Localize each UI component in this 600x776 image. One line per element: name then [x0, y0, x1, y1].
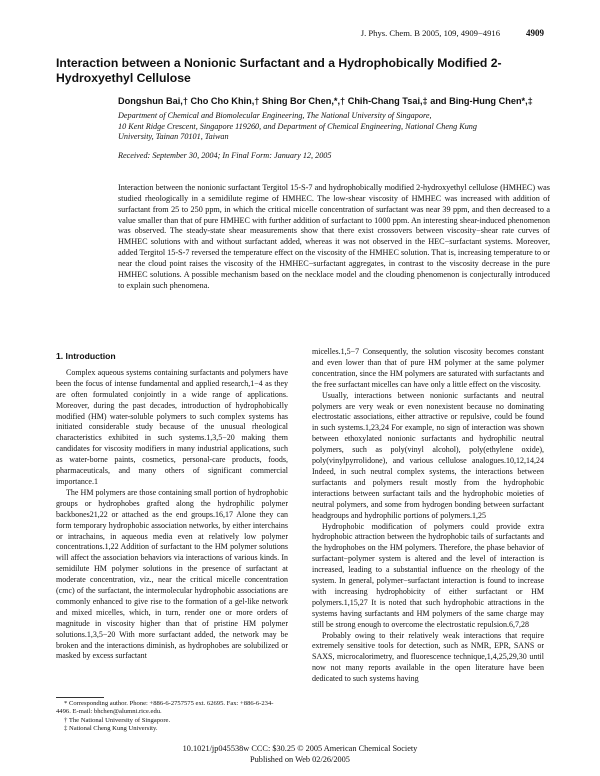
- doi-line: 10.1021/jp045538w CCC: $30.25 © 2005 American Chemical Society: [182, 744, 418, 753]
- publication-date: Published on Web 02/26/2005: [250, 754, 350, 764]
- footnote-affiliation: † The National University of Singapore.: [64, 716, 171, 724]
- paragraph: Complex aqueous systems containing surfactants and polymers have been the focus of intense fundamental and applied research,1−4 as they are often formulated conjointly in a wide range of applications. Moreover, during the past decades, introduction of hydrophobically modified (HM) water-soluble polymers to such complex systems has initiated considerable study because of the unusual rheological characteristics exhibited in such systems.1,3,5−20 making them candidates for viscosity modifiers in many industrial applications, such as water-borne paints, cosmetics, personal-care products, foods, pharmaceuticals, and many others of significant commercial importance.1: [56, 367, 288, 486]
- left-column: [56, 351, 288, 662]
- footnote-divider: [56, 697, 104, 698]
- paragraph: Usually, interactions between nonionic surfactants and neutral polymers are very weak or even nonexistent because no dominating electrostatic associations, either attractive or repulsive, could be found in such systems.1,23,24 For example, no sign of interaction was shown between ethoxylated nonionic surfactants and hydrophilic neutral polymers, such as poly(vinyl alcohol), poly(ethylene oxide), poly(vinylpyrrolidone), and various cellulose analogues.10,12,14,24 Indeed, in such neutral complex systems, the interactions between surfactants and polymers result mostly from the hydrophobic interactions between surfactant tails and the hydrophobic moieties of neutral polymers, and some from hydrogen bonding between surfactant headgroups and hydrophilic portions of polymers.1,25: [312, 390, 544, 520]
- footnote-corresponding-author: * Corresponding author. Phone: +886-6-2757575 ext. 62695. Fax: +886-6-234-4496. E-mail: bhchen@alumni.rice.edu.: [56, 700, 274, 716]
- affiliation-line: Department of Chemical and Biomolecular Engineering, The National University of Singapore,: [118, 111, 432, 120]
- paragraph: Hydrophobic modification of polymers could provide extra hydrophobic attraction between the hydrophobic tails of surfactants and the hydrophobes on the HM polymers. Therefore, the phase behavior of surfactant−polymer system is altered and the level of interaction is increased, leading to a substantial influence on the rheology of the system. In general, polymer−surfactant interaction is found to increase with increasing hydrophobicity of either surfactant or HM polymers.1,15,27 It is noted that such hydrophobic attractions in the systems having surfactants and HM polymers of the same charge may still be strong enough to overcome the electrostatic repulsion.6,7,28: [312, 521, 544, 629]
- section-heading: 1. Introduction: [56, 351, 116, 361]
- affiliation-line: 10 Kent Ridge Crescent, Singapore 119260, and Department of Chemical Engineering, National Cheng Kung: [118, 121, 477, 131]
- abstract: Interaction between the nonionic surfactant Tergitol 15-S-7 and hydrophobically modified 2-hydroxyethyl cellulose (HMHEC) was studied rheologically in a semidilute regime of HMHEC. The low-shear viscosity of HMHEC was increased with addition of surfactant from 25 to 250 ppm, in which the critical micelle concentration of surfactant was near 39 ppm, and then decreased to a value smaller than that of pure HMHEC with further addition of surfactant to 1000 ppm. An interesting shear-induced phenomenon was observed. The steady-state shear measurements show that there exist crossovers between viscosity−shear rate curves of HMHEC solutions with and without surfactant added, whereas it was not observed in the HEC−surfactant systems. Moreover, added Tergitol 15-S-7 reversed the temperature effect on the viscosity of the HMHEC solution. That is, increasing temperature to or near the cloud point raises the viscosity of the HMHEC−surfactant aggregates, in contrast to the viscosity decrease in the pure HMHEC solutions. A possible mechanism based on the necklace model and the clouding phenomenon is conjecturally introduced to explain such phenomena.: [118, 183, 550, 290]
- running-head: [56, 28, 544, 40]
- article-title: Interaction between a Nonionic Surfactant and a Hydrophobically Modified 2-Hydroxyethyl Cellulose: [56, 56, 502, 85]
- right-column: [312, 347, 544, 685]
- journal-citation: J. Phys. Chem. B 2005, 109, 4909−4916: [360, 28, 500, 38]
- paragraph: The HM polymers are those containing small portion of hydrophobic groups or hydrophobes grafted along the hydrophilic polymer backbones21,22 or attached as the end groups.16,17 Alone they can form temporary hydrophobic association networks, by either interchains or intrachains, in aqueous media even at relatively low polymer concentrations.1,22 Addition of surfactant to the HM polymer solutions will affect the association behaviors via interactions of various kinds. In semidilute HM polymer solutions in the presence of surfactant at moderate concentration, viz., near the critical micelle concentration (cmc) of the surfactant, the intermolecular hydrophobic associations are commonly enhanced to give rise to the formation of a gel-like network and mixed micelles, which, in turn, render one or more orders of magnitude in viscosity higher than that of pristine HM polymer solutions.1,3,5−20 With more surfactant added, the network may be broken and the interactions diminish, as hydrophobes are solubilized or masked by excess surfactant: [56, 487, 288, 661]
- author-list: Dongshun Bai,† Cho Cho Khin,† Shing Bor Chen,*,† Chih-Chang Tsai,‡ and Bing-Hung Chen*,‡: [118, 96, 533, 106]
- paragraph: Probably owing to their relatively weak interactions that require extremely sensitive tools for detection, such as NMR, EPR, SANS or SAXS, microcalorimetry, and fluorescence technique,1,4,25,29,30 until now not many reports available in the open literature have been dedicated to such systems having: [312, 630, 544, 684]
- affiliation-line: University, Tainan 70101, Taiwan: [118, 132, 229, 142]
- page-number: 4909: [526, 28, 544, 38]
- footnote-affiliation: ‡ National Cheng Kung University.: [64, 724, 158, 732]
- page-footer: [0, 744, 600, 765]
- received-dates: Received: September 30, 2004; In Final Form: January 12, 2005: [118, 151, 332, 160]
- affiliations: [118, 111, 550, 143]
- footnotes: [56, 700, 288, 733]
- paragraph: micelles.1,5−7 Consequently, the solution viscosity becomes constant and even lower than that of pure HM polymer at the same polymer concentration, since the HM polymers are saturated with surfactants and the free surfactant micelles can have only a little effect on the viscosity.: [312, 347, 544, 389]
